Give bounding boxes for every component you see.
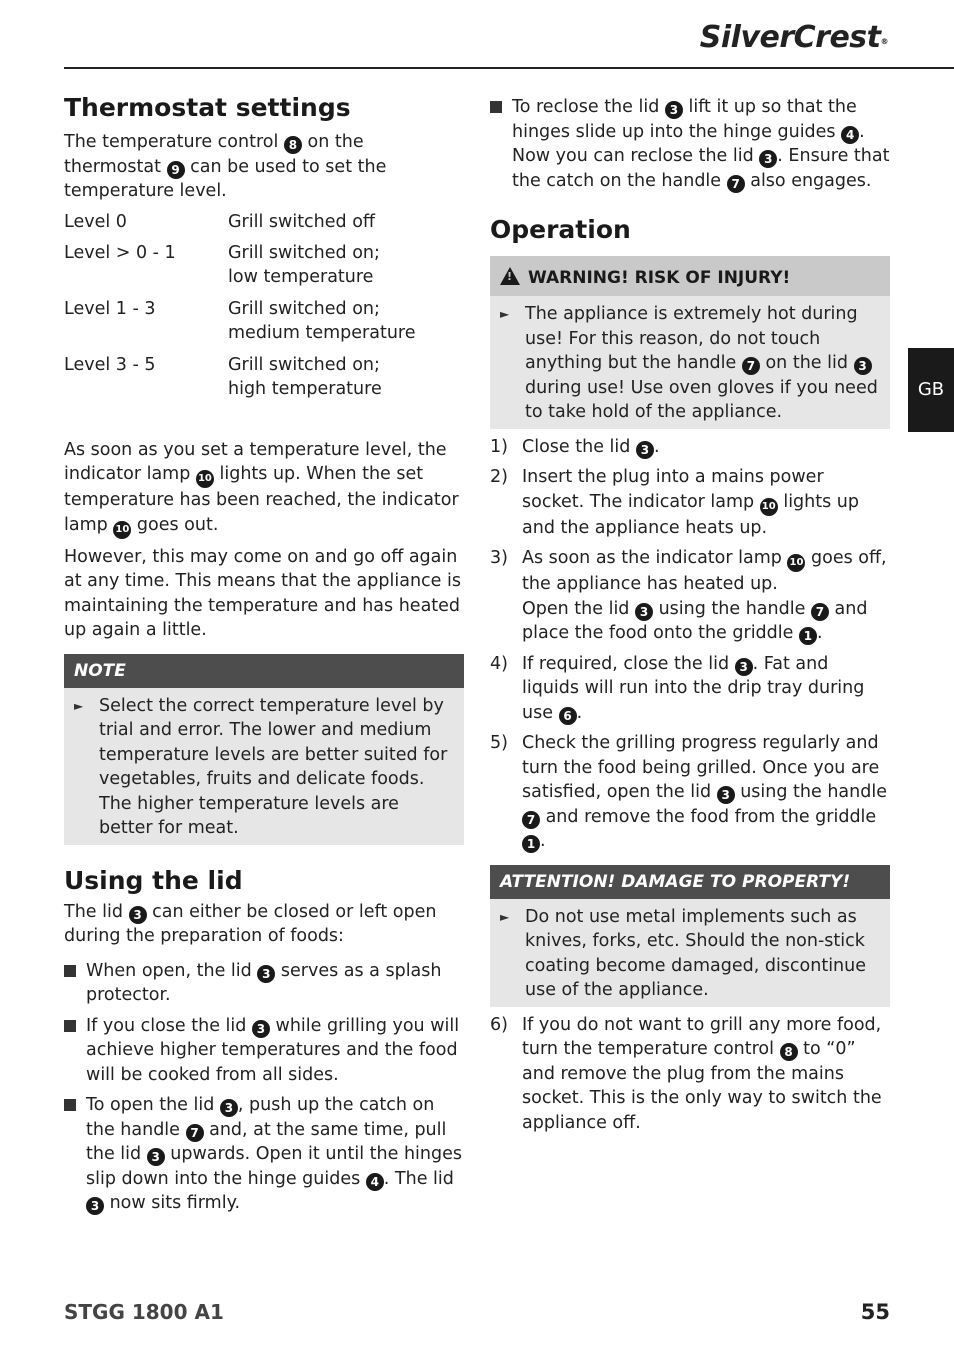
attention-item: ► Do not use metal implements such as knives, forks, etc. Should the non-stick coating become damaged, discontinue use of the appliance. (490, 899, 890, 1007)
ref-badge: 7 (186, 1124, 204, 1142)
level-row: Level 1 - 3 Grill switched on; medium temperature (64, 298, 416, 343)
level-table (64, 210, 464, 409)
step-2: 2) Insert the plug into a mains power socket. The indicator lamp 10 lights up and the appliance heats up. (490, 467, 859, 538)
operation-heading: Operation (490, 215, 631, 244)
page-number: 55 (860, 1300, 890, 1324)
attention-title: ATTENTION! DAMAGE TO PROPERTY! (490, 865, 890, 899)
arrow-icon: ► (74, 698, 84, 713)
ref-badge: 4 (841, 126, 859, 144)
ref-badge: 3 (854, 357, 872, 375)
right-column (490, 95, 890, 1135)
ref-badge: 3 (635, 603, 653, 621)
ref-badge: 8 (780, 1043, 798, 1061)
thermostat-intro: The temperature control 8 on the thermostat 9 can be used to set the temperature level. (64, 132, 387, 201)
arrow-icon: ► (500, 307, 510, 321)
ref-badge: 9 (167, 161, 185, 179)
ref-badge: 8 (284, 136, 302, 154)
lid-bullet: If you close the lid 3 while grilling you will achieve higher temperatures and the food will be cooked from all sides. (64, 1014, 464, 1088)
maintain-paragraph: However, this may come on and go off again at any time. This means that the appliance is maintaining the temperature and has heated up again a little. (64, 546, 461, 640)
ref-badge: 3 (147, 1148, 165, 1166)
brand-logo: SilverCrest® (699, 20, 888, 55)
ref-badge: 3 (257, 965, 275, 983)
ref-badge: 10 (113, 521, 131, 539)
ref-badge: 10 (196, 470, 214, 488)
lid-bullet: To open the lid 3 , push up the catch on the handle 7 and, at the same time, pull the lid 3 upwards. Open it until the hinges slip down into the hinge guides 4 . The lid 3 now sits firmly. (64, 1093, 464, 1216)
warning-item: ► The appliance is extremely hot during use! For this reason, do not touch anything but the handle 7 on the lid 3 during use! Use oven gloves if you need to take hold of the appliance. (490, 296, 890, 429)
square-bullet-icon (64, 1093, 86, 1216)
left-column (64, 93, 464, 1216)
step-3: 3) As soon as the indicator lamp 10 goes off, the appliance has heated up. Open the lid 3 using the handle 7 and place the food onto the griddle 1 . (490, 548, 887, 643)
ref-badge: 1 (522, 835, 540, 853)
attention-box (490, 865, 890, 1007)
ref-badge: 3 (636, 441, 654, 459)
ref-badge: 3 (86, 1197, 104, 1215)
ref-badge: 3 (735, 658, 753, 676)
step-4: 4) If required, close the lid 3 . Fat and liquids will run into the drip tray during use 6 . (490, 653, 865, 723)
note-title: NOTE (64, 654, 464, 688)
ref-badge: 3 (129, 906, 147, 924)
lid-bullet: When open, the lid 3 serves as a splash protector. (64, 959, 464, 1008)
ref-badge: 3 (665, 101, 683, 119)
ref-badge: 6 (559, 707, 577, 725)
ref-badge: 3 (759, 150, 777, 168)
ref-badge: 10 (760, 498, 778, 516)
lid-heading: Using the lid (64, 865, 243, 895)
note-box (64, 654, 464, 845)
level-row: Level > 0 - 1 Grill switched on; low temperature (64, 242, 380, 287)
header-rule (64, 67, 954, 69)
ref-badge: 7 (811, 603, 829, 621)
warning-icon (500, 267, 520, 285)
arrow-icon: ► (500, 909, 510, 924)
ref-badge: 3 (252, 1020, 270, 1038)
footer-model: STGG 1800 A1 (64, 1300, 224, 1324)
language-tab: GB (908, 348, 954, 432)
ref-badge: 10 (787, 554, 805, 572)
note-item: ► Select the correct temperature level by trial and error. The lower and medium temperature levels are better suited for vegetables, fruits and delicate foods. The higher temperature levels are better for meat. (64, 688, 464, 845)
lid-intro: The lid 3 can either be closed or left open during the preparation of foods: (64, 901, 437, 946)
ref-badge: 7 (522, 811, 540, 829)
square-bullet-icon (64, 959, 86, 1008)
warning-title: !WARNING! RISK OF INJURY! (490, 256, 890, 296)
step-6: 6) If you do not want to grill any more food, turn the temperature control 8 to “0” and remove the plug from the mains socket. This is the only way to switch the appliance off. (490, 1014, 882, 1133)
ref-badge: 4 (366, 1173, 384, 1191)
square-bullet-icon (64, 1014, 86, 1088)
step-1: 1) Close the lid 3 . (490, 436, 660, 457)
step-5: 5) Check the grilling progress regularly and turn the food being grilled. Once you are satisfied, open the lid 3 using the handle 7 and remove the food from the griddle 1 . (490, 733, 887, 851)
ref-badge: 7 (742, 357, 760, 375)
level-row: Level 0 Grill switched off (64, 211, 375, 232)
lid-bullet: To reclose the lid 3 lift it up so that the hinges slide up into the hinge guides 4 . Now you can reclose the lid 3 . Ensure that the catch on the handle 7 also engages. (490, 95, 890, 193)
warning-box (490, 256, 890, 429)
ref-badge: 3 (220, 1099, 238, 1117)
thermostat-heading: Thermostat settings (64, 93, 351, 122)
square-bullet-icon (490, 95, 512, 193)
level-row: Level 3 - 5 Grill switched on; high temperature (64, 354, 382, 399)
ref-badge: 3 (717, 786, 735, 804)
ref-badge: 1 (799, 627, 817, 645)
indicator-paragraph: As soon as you set a temperature level, the indicator lamp 10 lights up. When the set temperature has been reached, the indicator lamp 10 goes out. (64, 438, 464, 539)
ref-badge: 7 (727, 175, 745, 193)
